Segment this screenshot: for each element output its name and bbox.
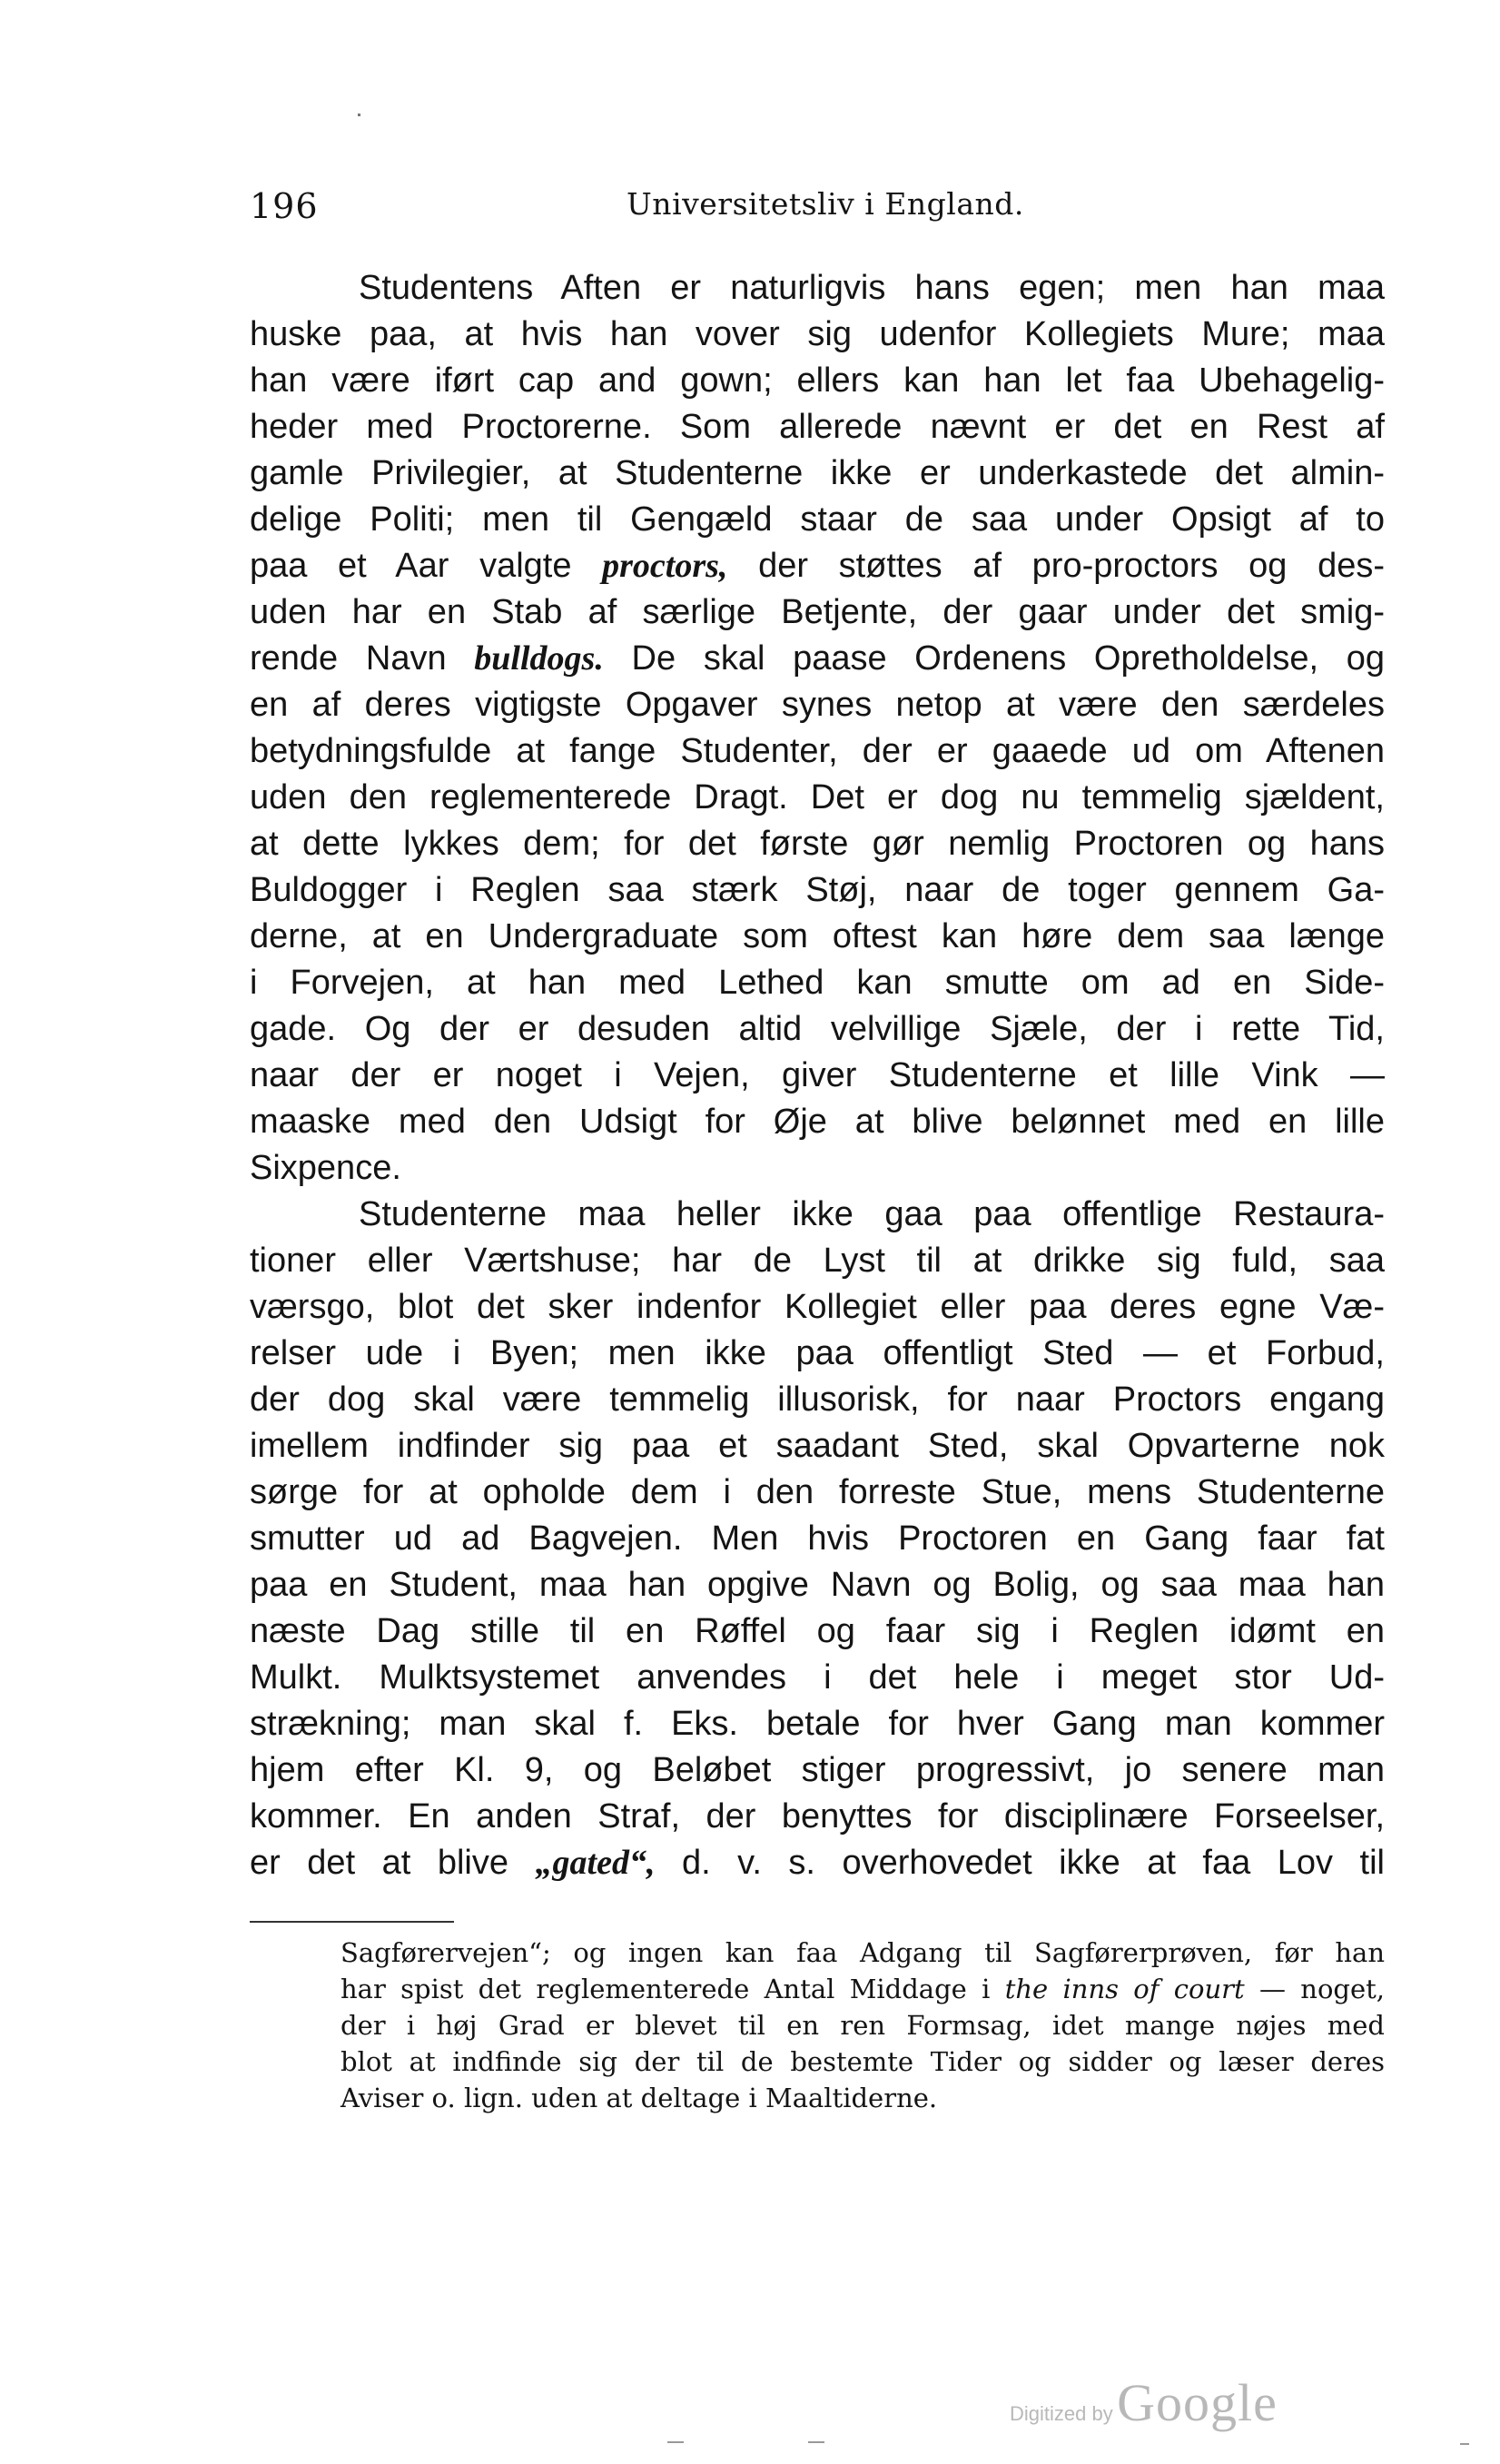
text-line: Sixpence.: [250, 1149, 401, 1187]
italic-term: bulldogs.: [474, 639, 604, 678]
footnote-line: blot at indfinde sig der til de bestemte Tider og sidder og læser deres: [340, 2046, 1385, 2077]
text-segment: d. v. s. overhovedet ikke at faa Lov til: [681, 1844, 1385, 1882]
text-line: gade. Og der er desuden altid velvillige Sjæle, der i rette Tid,: [250, 1010, 1385, 1048]
text-line: imellem indfinder sig paa et saadant Sted, skal Opvarterne nok: [250, 1427, 1385, 1465]
footnote-rule: [250, 1921, 454, 1923]
footnote: [340, 1935, 1385, 2116]
footnote-line: [340, 1971, 1385, 2007]
text-line: næste Dag stille til en Røffel og faar sig i Reglen idømt en: [250, 1612, 1385, 1650]
text-line: maaske med den Udsigt for Øje at blive belønnet med en lille: [250, 1103, 1385, 1141]
text-segment: har spist det reglementerede Antal Middage i: [340, 1974, 991, 2004]
italic-term: „gated“,: [535, 1844, 656, 1882]
text-segment: De skal paase Ordenens Opretholdelse, og: [631, 639, 1385, 678]
text-line: der dog skal være temmelig illusorisk, for naar Proctors engang: [250, 1380, 1385, 1419]
text-line: smutter ud ad Bagvejen. Men hvis Proctoren en Gang faar fat: [250, 1519, 1385, 1558]
text-segment: — noget,: [1258, 1974, 1386, 2004]
text-line: huske paa, at hvis han vover sig udenfor Kollegiets Mure; maa: [250, 315, 1385, 353]
text-segment: er det at blive: [250, 1844, 508, 1882]
text-line: tioner eller Værtshuse; har de Lyst til at drikke sig fuld, saa: [250, 1242, 1385, 1280]
text-line: Studentens Aften er naturligvis hans egen; men han maa: [359, 269, 1385, 307]
speck: [358, 114, 360, 116]
text-line: [250, 543, 1385, 589]
text-line: han være iført cap and gown; ellers kan han let faa Ubehagelig-: [250, 361, 1385, 400]
text-line: Studenterne maa heller ikke gaa paa offentlige Restaura-: [359, 1195, 1385, 1233]
digitized-watermark: [1010, 2372, 1278, 2433]
text-line: relser ude i Byen; men ikke paa offentligt Sted — et Forbud,: [250, 1334, 1385, 1372]
text-segment: rende Navn: [250, 639, 447, 678]
text-line: paa en Student, maa han opgive Navn og Bolig, og saa maa han: [250, 1566, 1385, 1604]
text-line: Buldogger i Reglen saa stærk Støj, naar de toger gennem Ga-: [250, 871, 1385, 909]
text-line: uden har en Stab af særlige Betjente, der gaar under det smig-: [250, 593, 1385, 631]
text-line: [250, 1840, 1385, 1886]
text-line: hjem efter Kl. 9, og Beløbet stiger progressivt, jo senere man: [250, 1751, 1385, 1789]
google-logo: Google: [1117, 2373, 1278, 2432]
scan-mark: [1460, 2443, 1469, 2445]
footnote-line: Aviser o. lign. uden at deltage i Maaltiderne.: [340, 2083, 938, 2113]
scan-mark: [667, 2441, 684, 2443]
text-line: en af deres vigtigste Opgaver synes netop at være den særdeles: [250, 686, 1385, 724]
italic-term: proctors,: [602, 547, 728, 585]
text-segment: der støttes af pro-proctors og des-: [758, 547, 1385, 585]
main-text: [250, 265, 1385, 1886]
text-line: gamle Privilegier, at Studenterne ikke er underkastede det almin-: [250, 454, 1385, 492]
text-line: værsgo, blot det sker indenfor Kollegiet eller paa deres egne Væ-: [250, 1288, 1385, 1326]
scan-mark: [808, 2441, 824, 2443]
italic-term: the inns of court: [1004, 1974, 1245, 2004]
text-line: delige Politi; men til Gengæld staar de saa under Opsigt af to: [250, 500, 1385, 539]
watermark-prefix: Digitized by: [1010, 2402, 1113, 2425]
text-line: naar der er noget i Vejen, giver Studenterne et lille Vink —: [250, 1056, 1385, 1094]
text-line: i Forvejen, at han med Lethed kan smutte om ad en Side-: [250, 964, 1385, 1002]
text-line: sørge for at opholde dem i den forreste Stue, mens Studenterne: [250, 1473, 1385, 1511]
text-line: [250, 636, 1385, 682]
footnote-line: der i høj Grad er blevet til en ren Formsag, idet mange nøjes med: [340, 2010, 1385, 2041]
text-line: heder med Proctorerne. Som allerede nævnt er det en Rest af: [250, 408, 1385, 446]
text-line: betydningsfulde at fange Studenter, der er gaaede ud om Aftenen: [250, 732, 1385, 770]
text-line: Mulkt. Mulktsystemet anvendes i det hele i meget stor Ud-: [250, 1658, 1385, 1697]
footnote-line: Sagførervejen“; og ingen kan faa Adgang til Sagførerprøven, før han: [340, 1937, 1385, 1968]
text-segment: paa et Aar valgte: [250, 547, 572, 585]
running-title: Universitetsliv i England.: [627, 186, 1024, 222]
text-line: uden den reglementerede Dragt. Det er dog nu temmelig sjældent,: [250, 778, 1385, 816]
text-line: derne, at en Undergraduate som oftest kan høre dem saa længe: [250, 917, 1385, 955]
text-line: strækning; man skal f. Eks. betale for hver Gang man kommer: [250, 1705, 1385, 1743]
text-line: kommer. En anden Straf, der benyttes for disciplinære Forseelser,: [250, 1797, 1385, 1836]
page-number: 196: [250, 186, 319, 226]
text-line: at dette lykkes dem; for det første gør nemlig Proctoren og hans: [250, 825, 1385, 863]
